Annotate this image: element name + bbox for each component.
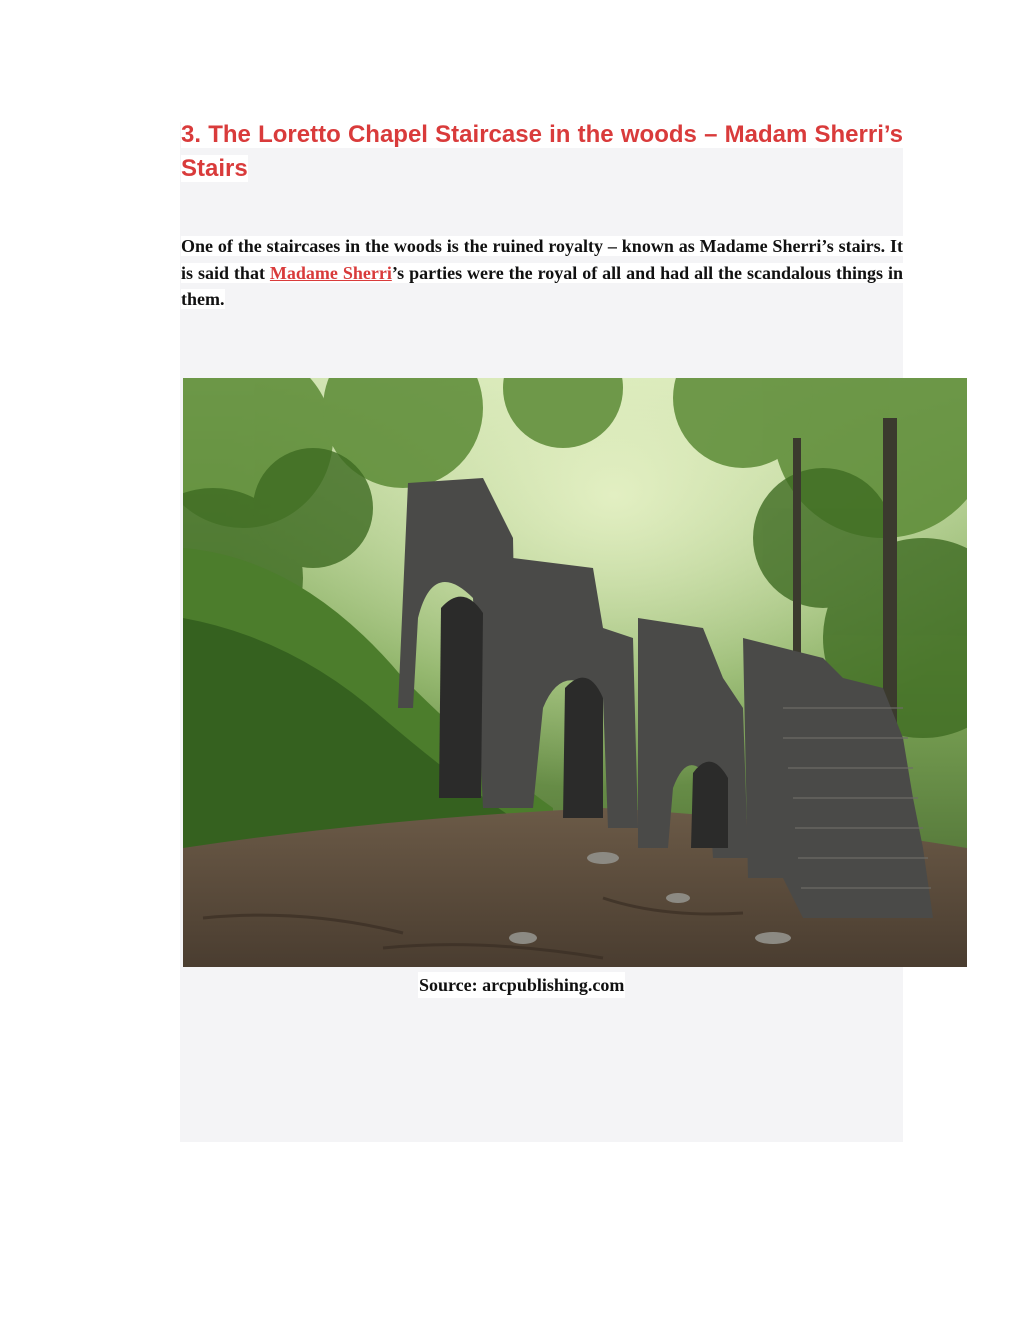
paragraph-text-start: One of the staircases in the woods is the ruined royalty – known as Madame Sherri’s stairs. It is said that	[181, 236, 903, 283]
madame-sherri-link[interactable]: Madame Sherri	[269, 262, 392, 283]
section-heading: 3. The Loretto Chapel Staircase in the woods – Madam Sherri’s Stairs	[181, 121, 903, 182]
image-source-caption: Source: arcpublishing.com	[418, 972, 625, 998]
body-paragraph	[181, 233, 903, 313]
paragraph-text-end: ’s parties were the royal of all and had all the scandalous things in them.	[181, 262, 903, 309]
stone-staircase-ruins-photo	[183, 378, 967, 967]
